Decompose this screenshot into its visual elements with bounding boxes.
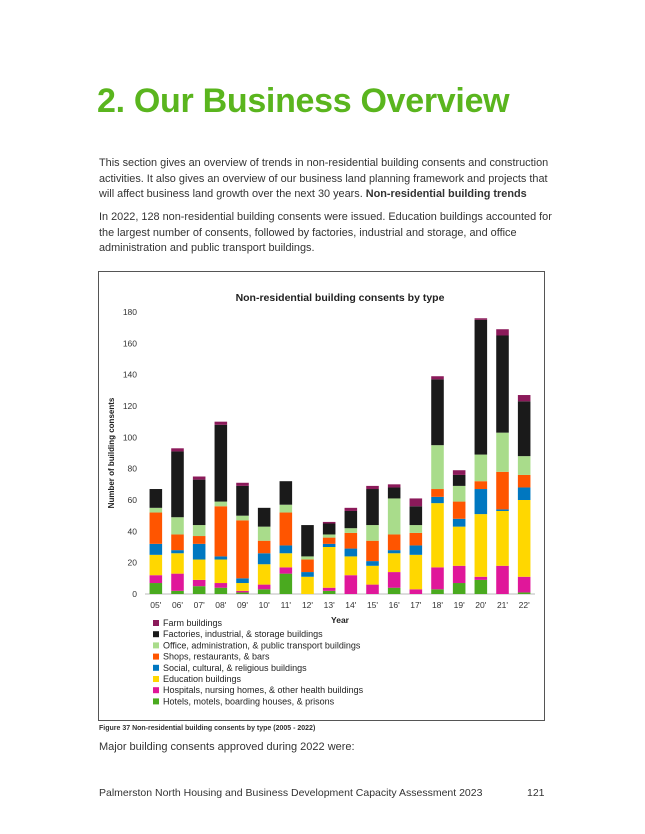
bar-segment bbox=[323, 538, 336, 544]
bar-segment bbox=[323, 522, 336, 524]
y-tick-label: 40 bbox=[127, 526, 137, 537]
bar-segment bbox=[301, 572, 314, 577]
bar-segment bbox=[453, 470, 466, 475]
stacked-bar-chart bbox=[99, 272, 546, 722]
bar-segment bbox=[453, 583, 466, 594]
bar-segment bbox=[475, 481, 488, 489]
y-tick-label: 120 bbox=[122, 401, 137, 411]
bar-segment bbox=[366, 489, 379, 525]
legend-swatch bbox=[153, 676, 159, 682]
legend-swatch bbox=[153, 654, 159, 660]
legend-entry: Social, cultural, & religious buildings bbox=[163, 662, 307, 673]
bar-segment bbox=[431, 567, 444, 589]
bar-segment bbox=[171, 517, 184, 534]
bar-segment bbox=[518, 475, 531, 488]
x-tick-label: 16' bbox=[388, 600, 400, 610]
bar-segment bbox=[366, 541, 379, 561]
bar-segment bbox=[236, 486, 249, 516]
bar-segment bbox=[453, 475, 466, 486]
bar-segment bbox=[171, 448, 184, 451]
bar-segment bbox=[301, 560, 314, 573]
bar-segment bbox=[431, 503, 444, 567]
bar-segment bbox=[453, 527, 466, 566]
y-tick-label: 0 bbox=[132, 589, 137, 599]
bar-segment bbox=[410, 545, 423, 554]
bar-segment bbox=[150, 513, 163, 544]
bar-segment bbox=[258, 527, 271, 541]
bar-segment bbox=[193, 525, 206, 536]
y-tick-label: 20 bbox=[127, 557, 137, 568]
bar-segment bbox=[236, 592, 249, 594]
intro-paragraph bbox=[99, 156, 554, 203]
bar-segment bbox=[431, 376, 444, 379]
y-axis-label: Number of building consents bbox=[107, 397, 116, 509]
bar-segment bbox=[345, 549, 358, 557]
bar-segment bbox=[323, 524, 336, 535]
bar-segment bbox=[171, 550, 184, 553]
bar-segment bbox=[345, 575, 358, 594]
chart-container bbox=[98, 271, 545, 721]
bar-segment bbox=[366, 585, 379, 594]
x-tick-label: 12' bbox=[301, 600, 314, 610]
bar-segment bbox=[410, 498, 423, 506]
bar-segment bbox=[518, 592, 531, 594]
bar-segment bbox=[475, 577, 488, 580]
bar-segment bbox=[475, 514, 488, 577]
bar-segment bbox=[518, 487, 531, 500]
bar-segment bbox=[388, 588, 401, 594]
bar-segment bbox=[475, 580, 488, 594]
intro-text: This section gives an overview of trends in non-residential building consents and construction activities. It also gives an overview of our business land planning framework and projects that will affect business land growth over the next 30 years. bbox=[99, 157, 549, 200]
x-tick-label: 14' bbox=[345, 600, 357, 610]
footer-title: Palmerston North Housing and Business Development Capacity Assessment 2023 bbox=[99, 787, 483, 799]
x-tick-label: 11' bbox=[280, 600, 292, 610]
legend-entry: Hospitals, nursing homes, & other health buildings bbox=[163, 685, 364, 696]
bar-segment bbox=[171, 574, 184, 591]
bar-segment bbox=[475, 320, 488, 455]
bar-segment bbox=[453, 502, 466, 519]
bar-segment bbox=[280, 481, 293, 505]
x-tick-label: 08' bbox=[215, 600, 227, 610]
y-tick-label: 60 bbox=[127, 495, 137, 505]
bar-segment bbox=[150, 508, 163, 513]
bar-segment bbox=[236, 583, 249, 591]
bar-segment bbox=[366, 525, 379, 541]
intro-bold-text: Non-residential building trends bbox=[365, 188, 527, 200]
bar-segment bbox=[280, 545, 293, 553]
bar-segment bbox=[215, 425, 228, 502]
bar-segment bbox=[388, 534, 401, 550]
bar-segment bbox=[150, 544, 163, 555]
legend-entry: Factories, industrial, & storage buildings bbox=[163, 629, 323, 640]
bar-segment bbox=[496, 336, 509, 433]
bar-segment bbox=[323, 534, 336, 537]
bar-segment bbox=[280, 513, 293, 546]
x-tick-label: 13' bbox=[323, 600, 335, 610]
x-tick-label: 21' bbox=[496, 600, 509, 610]
legend-entry: Hotels, motels, boarding houses, & prisons bbox=[163, 696, 335, 707]
bar-segment bbox=[215, 560, 228, 584]
legend-entry: Farm buildings bbox=[163, 618, 223, 628]
bar-segment bbox=[301, 556, 314, 559]
y-tick-label: 100 bbox=[122, 432, 137, 443]
bar-segment bbox=[518, 395, 531, 401]
legend-swatch bbox=[153, 631, 159, 637]
bar-segment bbox=[236, 591, 249, 593]
chart-title: Non-residential building consents by type bbox=[235, 292, 445, 304]
bar-segment bbox=[388, 484, 401, 487]
x-tick-label: 22' bbox=[518, 600, 530, 610]
bar-segment bbox=[150, 583, 163, 594]
bar-segment bbox=[366, 486, 379, 489]
bar-segment bbox=[453, 519, 466, 527]
bar-segment bbox=[193, 586, 206, 594]
bar-segment bbox=[193, 477, 206, 480]
bar-segment bbox=[388, 553, 401, 572]
bar-segment bbox=[215, 422, 228, 425]
y-tick-label: 180 bbox=[122, 307, 137, 317]
bar-segment bbox=[215, 583, 228, 588]
bar-segment bbox=[496, 511, 509, 566]
bar-segment bbox=[388, 572, 401, 588]
bar-segment bbox=[518, 401, 531, 456]
bar-segment bbox=[345, 533, 358, 549]
bar-segment bbox=[475, 489, 488, 514]
bar-segment bbox=[431, 379, 444, 445]
bar-segment bbox=[215, 588, 228, 594]
bar-segment bbox=[215, 506, 228, 556]
bar-segment bbox=[453, 566, 466, 583]
bar-segment bbox=[388, 550, 401, 553]
bar-segment bbox=[410, 555, 423, 589]
bar-segment bbox=[475, 455, 488, 482]
bar-segment bbox=[193, 560, 206, 580]
bar-segment bbox=[215, 556, 228, 559]
bar-segment bbox=[215, 502, 228, 507]
page-heading: 2. Our Business Overview bbox=[97, 82, 510, 120]
bar-segment bbox=[345, 528, 358, 533]
legend-swatch bbox=[153, 665, 159, 671]
bar-segment bbox=[171, 591, 184, 594]
bar-segment bbox=[388, 487, 401, 498]
x-tick-label: 07' bbox=[193, 600, 205, 610]
bar-segment bbox=[193, 536, 206, 544]
bar-segment bbox=[280, 505, 293, 513]
after-chart-text: Major building consents approved during 2022 were: bbox=[99, 741, 355, 753]
bar-segment bbox=[150, 489, 163, 508]
bar-segment bbox=[410, 506, 423, 525]
bar-segment bbox=[193, 580, 206, 586]
x-tick-label: 10' bbox=[258, 600, 270, 610]
bar-segment bbox=[236, 483, 249, 486]
y-tick-label: 80 bbox=[127, 463, 137, 474]
bar-segment bbox=[258, 508, 271, 527]
legend-swatch bbox=[153, 620, 159, 626]
bar-segment bbox=[280, 574, 293, 594]
x-tick-label: 15' bbox=[366, 600, 379, 610]
legend-swatch bbox=[153, 687, 159, 693]
bar-segment bbox=[323, 591, 336, 594]
bar-segment bbox=[258, 541, 271, 554]
x-axis-label: Year bbox=[331, 615, 349, 625]
bar-segment bbox=[150, 555, 163, 575]
bar-segment bbox=[345, 508, 358, 511]
legend-entry: Education buildings bbox=[163, 674, 242, 684]
bar-segment bbox=[236, 578, 249, 583]
bar-segment bbox=[475, 318, 488, 320]
x-tick-label: 05' bbox=[150, 600, 162, 610]
bar-segment bbox=[431, 489, 444, 497]
bar-segment bbox=[345, 556, 358, 575]
page-number: 121 bbox=[527, 787, 545, 799]
bar-segment bbox=[388, 498, 401, 534]
bar-segment bbox=[171, 534, 184, 550]
bar-segment bbox=[193, 544, 206, 560]
bar-segment bbox=[258, 564, 271, 584]
bar-segment bbox=[150, 575, 163, 583]
bar-segment bbox=[236, 516, 249, 521]
bar-segment bbox=[236, 520, 249, 578]
figure-caption: Figure 37 Non-residential building consents by type (2005 - 2022) bbox=[99, 725, 316, 732]
bar-segment bbox=[496, 329, 509, 335]
bar-segment bbox=[410, 533, 423, 546]
x-tick-label: 20' bbox=[475, 600, 487, 610]
x-tick-label: 06' bbox=[171, 600, 184, 610]
bar-segment bbox=[431, 445, 444, 489]
bar-segment bbox=[171, 553, 184, 573]
bar-segment bbox=[323, 588, 336, 591]
legend-swatch bbox=[153, 698, 159, 704]
bar-segment bbox=[410, 525, 423, 533]
x-tick-label: 09' bbox=[236, 600, 249, 610]
bar-segment bbox=[258, 553, 271, 564]
bar-segment bbox=[496, 566, 509, 594]
bar-segment bbox=[496, 509, 509, 511]
bar-segment bbox=[431, 589, 444, 594]
legend-entry: Office, administration, & public transport buildings bbox=[163, 640, 361, 651]
bar-segment bbox=[280, 567, 293, 573]
bar-segment bbox=[258, 589, 271, 594]
x-tick-label: 18' bbox=[431, 600, 444, 610]
bar-segment bbox=[193, 480, 206, 525]
legend-swatch bbox=[153, 642, 159, 648]
y-tick-label: 140 bbox=[122, 369, 137, 380]
bar-segment bbox=[431, 497, 444, 503]
x-tick-label: 17' bbox=[410, 600, 422, 610]
bar-segment bbox=[518, 577, 531, 593]
bar-segment bbox=[518, 456, 531, 475]
bar-segment bbox=[366, 566, 379, 585]
bar-segment bbox=[171, 451, 184, 517]
bar-segment bbox=[366, 561, 379, 566]
bar-segment bbox=[496, 472, 509, 510]
bar-segment bbox=[345, 511, 358, 528]
bar-segment bbox=[518, 500, 531, 577]
bar-segment bbox=[323, 544, 336, 547]
bar-segment bbox=[301, 525, 314, 556]
legend-entry: Shops, restaurants, & bars bbox=[163, 651, 270, 662]
bar-segment bbox=[301, 577, 314, 594]
consents-paragraph: In 2022, 128 non-residential building consents were issued. Education buildings accounted for the largest number of consents, followed by factories, industrial and storage, and office administration and public transport buildings. bbox=[99, 211, 552, 254]
x-tick-label: 19' bbox=[453, 600, 465, 610]
bar-segment bbox=[453, 486, 466, 502]
bar-segment bbox=[410, 589, 423, 594]
bar-segment bbox=[323, 547, 336, 588]
bar-segment bbox=[258, 585, 271, 590]
bar-segment bbox=[280, 553, 293, 567]
y-tick-label: 160 bbox=[122, 338, 137, 349]
bar-segment bbox=[496, 433, 509, 472]
